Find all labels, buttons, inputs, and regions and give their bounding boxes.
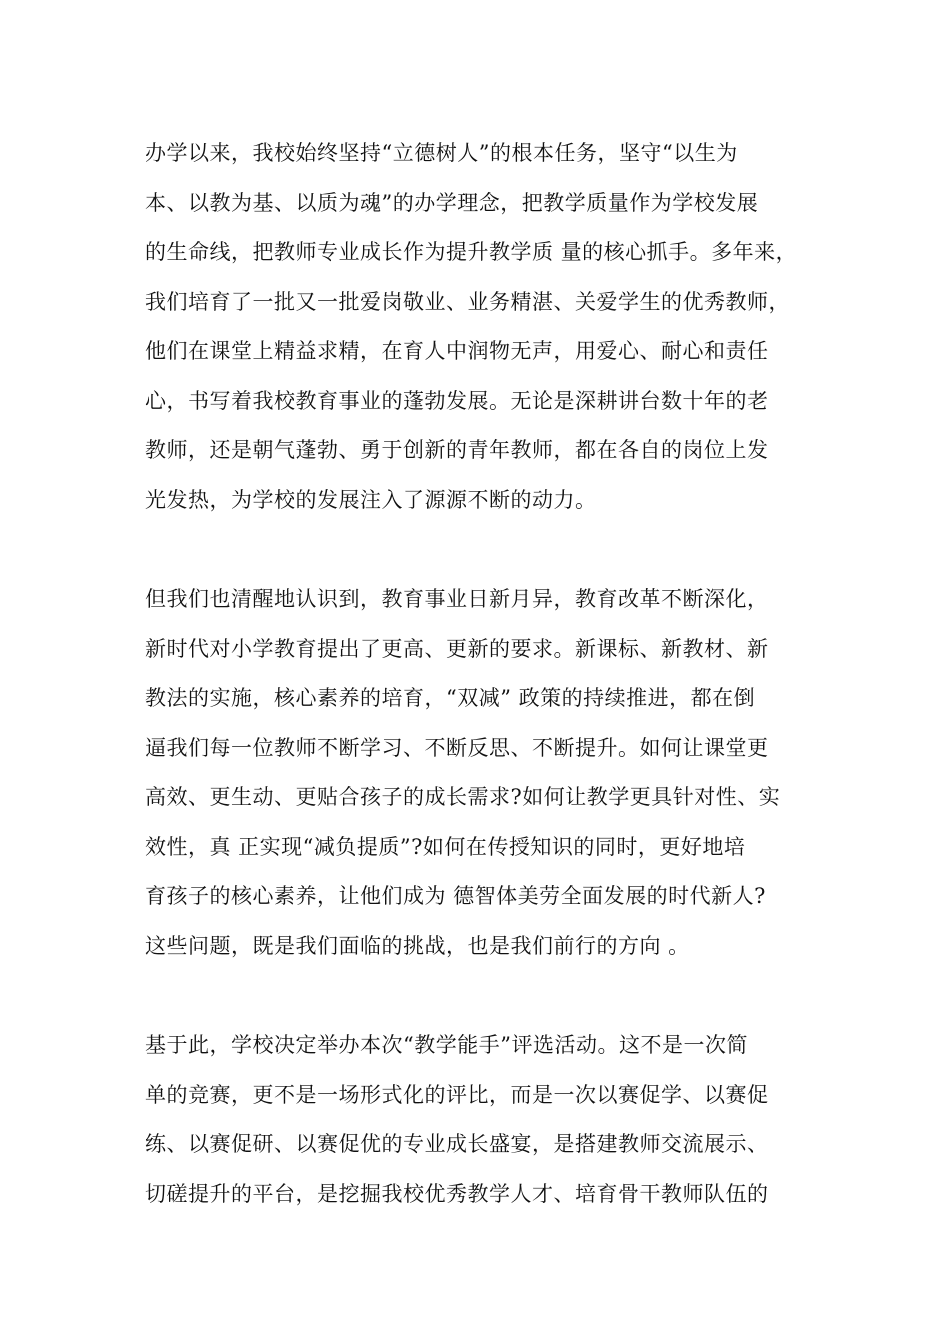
text-line: 我们培育了一批又一批爱岗敬业、业务精湛、关爱学生的优秀教师， xyxy=(145,289,790,314)
text-line: 育孩子的核心素养，让他们成为 德智体美劳全面发展的时代新人? xyxy=(145,884,766,908)
text-line: 效性，真 正实现“减负提质”?如何在传授知识的同时，更好地培 xyxy=(145,834,746,859)
paragraph-1 xyxy=(145,129,835,525)
text-line: 的生命线，把教师专业成长作为提升教学质 量的核心抓手。多年来， xyxy=(145,240,798,264)
text-line: 但我们也清醒地认识到，教育事业日新月异，教育改革不断深化， xyxy=(145,587,769,611)
text-line: 教法的实施，核心素养的培育，“双减” 政策的持续推进，都在倒 xyxy=(145,686,756,710)
text-line: 本、以教为基、以质为魂”的办学理念，把教学质量作为学校发展 xyxy=(145,190,759,215)
text-line: 切磋提升的平台，是挖掘我校优秀教学人才、培育骨干教师队伍的 xyxy=(145,1181,769,1206)
text-line: 单的竞赛，更不是一场形式化的评比，而是一次以赛促学、以赛促 xyxy=(145,1082,769,1107)
text-line: 办学以来，我校始终坚持“立德树人”的根本任务，坚守“以生为 xyxy=(145,141,738,165)
text-line: 逼我们每一位教师不断学习、不断反思、不断提升。如何让课堂更 xyxy=(145,735,769,760)
text-line: 光发热，为学校的发展注入了源源不断的动力。 xyxy=(145,487,597,512)
text-line: 基于此，学校决定举办本次“教学能手”评选活动。这不是一次简 xyxy=(145,1033,748,1057)
text-line: 练、以赛促研、以赛促优的专业成长盛宴，是搭建教师交流展示、 xyxy=(145,1132,769,1156)
text-line: 教师，还是朝气蓬勃、勇于创新的青年教师，都在各自的岗位上发 xyxy=(145,438,769,462)
paragraph-3 xyxy=(145,1021,835,1219)
paragraph-2 xyxy=(145,575,835,971)
document-body xyxy=(145,129,835,1269)
text-line: 他们在课堂上精益求精，在育人中润物无声，用爱心、耐心和责任 xyxy=(145,339,769,363)
text-line: 这些问题，既是我们面临的挑战，也是我们前行的方向 。 xyxy=(145,933,690,958)
text-line: 高效、更生动、更贴合孩子的成长需求?如何让教学更具针对性、实 xyxy=(145,785,781,809)
text-line: 心，书写着我校教育事业的蓬勃发展。无论是深耕讲台数十年的老 xyxy=(145,388,769,413)
text-line: 新时代对小学教育提出了更高、更新的要求。新课标、新教材、新 xyxy=(145,636,769,661)
